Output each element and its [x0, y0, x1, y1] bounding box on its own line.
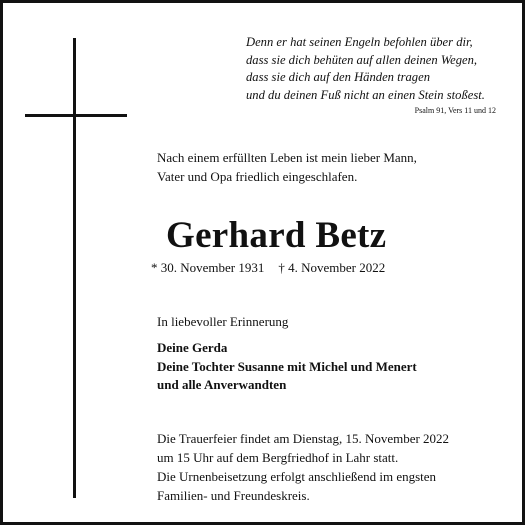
intro-line: Vater und Opa friedlich eingeschlafen.	[157, 169, 358, 184]
intro-text	[157, 148, 417, 186]
life-dates	[151, 260, 385, 276]
cross-icon-vertical	[73, 38, 76, 498]
mourners-list	[157, 339, 417, 395]
mourner-line: Deine Tochter Susanne mit Michel und Menert	[157, 358, 417, 374]
verse-line: und du deinen Fuß nicht an einen Stein stoßest.	[246, 87, 485, 102]
funeral-line: Familien- und Freundeskreis.	[157, 488, 310, 503]
cross-icon-horizontal	[25, 114, 127, 117]
verse-line: dass sie dich behüten auf allen deinen Wegen,	[246, 52, 478, 67]
bible-verse	[246, 34, 508, 104]
memory-line: In liebevoller Erinnerung	[157, 314, 289, 329]
mourner-line: und alle Anverwandten	[157, 377, 287, 392]
deceased-name: Gerhard Betz	[166, 215, 387, 256]
verse-reference: Psalm 91, Vers 11 und 12	[414, 106, 496, 115]
funeral-line: Die Urnenbeisetzung erfolgt anschließend im engsten	[157, 469, 437, 484]
funeral-line: um 15 Uhr auf dem Bergfriedhof in Lahr statt.	[157, 450, 399, 465]
mourner-line: Deine Gerda	[157, 340, 228, 355]
death-date: † 4. November 2022	[278, 260, 386, 275]
verse-line: Denn er hat seinen Engeln befohlen über dir,	[246, 35, 473, 49]
funeral-line: Die Trauerfeier findet am Dienstag, 15. November 2022	[157, 431, 450, 446]
birth-date: * 30. November 1931	[151, 260, 265, 275]
intro-line: Nach einem erfüllten Leben ist mein lieber Mann,	[157, 150, 417, 165]
funeral-info	[157, 429, 449, 505]
verse-line: dass sie dich auf den Händen tragen	[246, 70, 430, 84]
